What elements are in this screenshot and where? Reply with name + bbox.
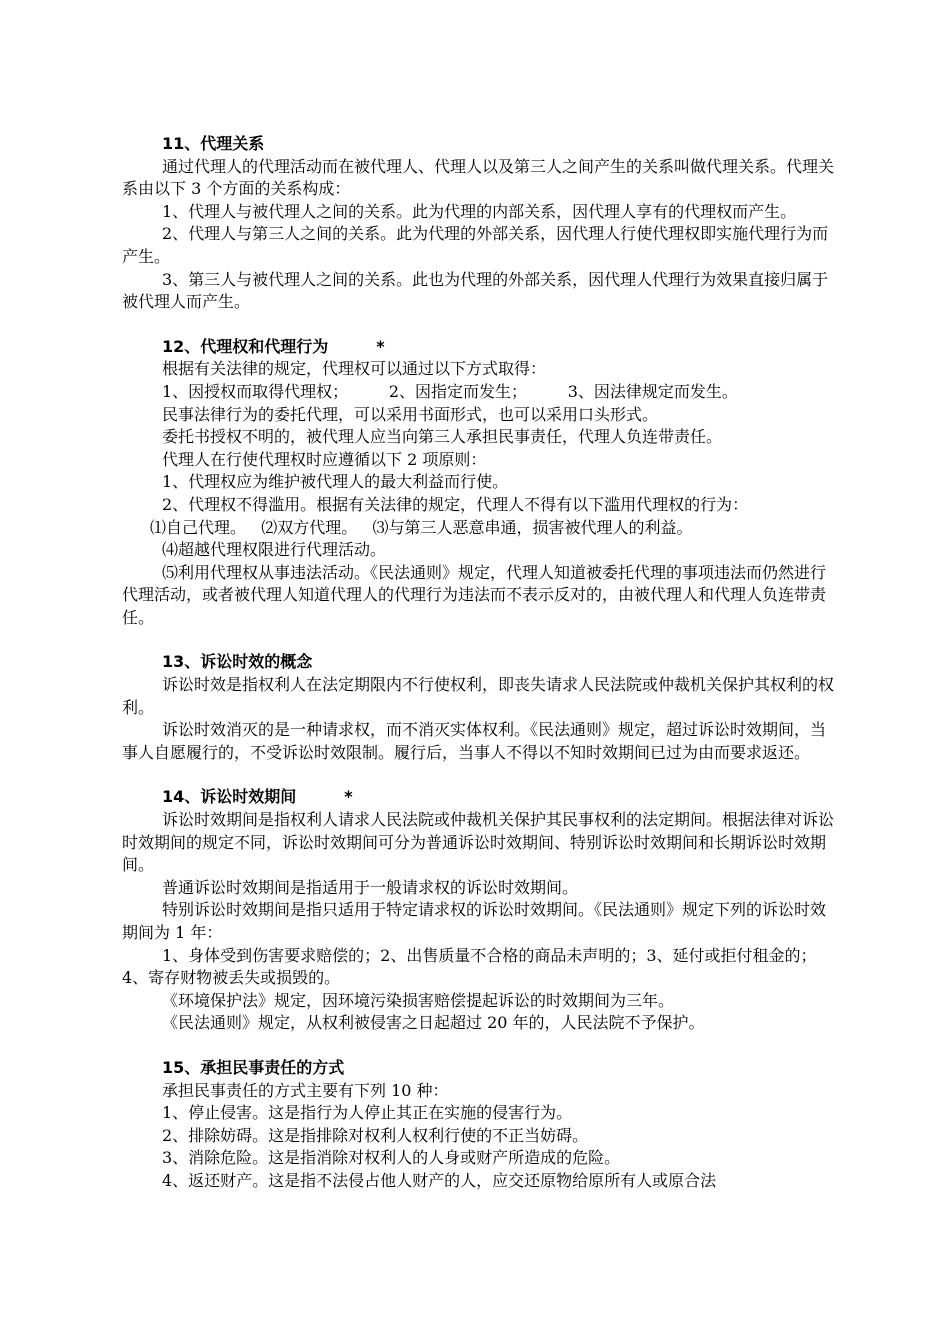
heading-text: 12、代理权和代理行为 [162, 336, 329, 356]
section-heading [122, 336, 834, 359]
paragraph: 委托书授权不明的，被代理人应当向第三人承担民事责任，代理人负连带责任。 [162, 427, 723, 447]
paragraph: ⑴自己代理。 ⑵双方代理。 ⑶与第三人恶意串通，损害被代理人的利益。 [150, 517, 693, 537]
paragraph: 民事法律行为的委托代理，可以采用书面形式，也可以采用口头形式。 [162, 404, 659, 424]
section-heading [122, 133, 834, 156]
section-12 [122, 336, 834, 630]
paragraph: 根据有关法律的规定，代理权可以通过以下方式取得： [162, 359, 547, 379]
paragraph: 诉讼时效期间是指权利人请求人民法院或仲裁机关保护其民事权利的法定期间。根据法律对诉讼时效期间的规定不同，诉讼时效期间可分为普通诉讼时效期间、特别诉讼时效期间和长期诉讼时效期间。 [122, 810, 835, 875]
paragraph: 3、消除危险。这是指消除对权利人的人身或财产所造成的危险。 [162, 1148, 621, 1168]
section-14 [122, 786, 834, 1035]
paragraph: 2、代理人与第三人之间的关系。此为代理的外部关系，因代理人行使代理权即实施代理行为而产生。 [122, 224, 829, 266]
section-13 [122, 651, 834, 764]
paragraph: 1、因授权而取得代理权； 2、因指定而发生； 3、因法律规定而发生。 [162, 381, 738, 401]
paragraph: 通过代理人的代理活动而在被代理人、代理人以及第三人之间产生的关系叫做代理关系。代理关系由以下 3 个方面的关系构成： [122, 156, 835, 199]
paragraph: 诉讼时效是指权利人在法定期限内不行使权利，即丧失请求人民法院或仲裁机关保护其权利的权利。 [122, 675, 835, 717]
important-star: * [376, 336, 385, 356]
section-15 [122, 1057, 834, 1193]
heading-text: 15、承担民事责任的方式 [162, 1057, 345, 1077]
paragraph: ⑸利用代理权从事违法活动。《民法通则》规定，代理人知道被委托代理的事项违法而仍然进行代理活动，或者被代理人知道代理人的代理行为违法而不表示反对的，由被代理人和代理人负连带责任。 [122, 562, 827, 627]
paragraph: 代理人在行使代理权时应遵循以下 2 项原则： [162, 449, 487, 469]
heading-text: 13、诉讼时效的概念 [162, 652, 313, 672]
paragraph: 4、返还财产。这是指不法侵占他人财产的人，应交还原物给原所有人或原合法 [162, 1170, 717, 1190]
paragraph: 1、身体受到伤害要求赔偿的；2、出售质量不合格的商品未声明的；3、延付或拒付租金的；4、寄存财物被丢失或损毁的。 [122, 945, 817, 988]
paragraph: 1、代理权应为维护被代理人的最大利益而行使。 [162, 472, 509, 492]
paragraph: 《民法通则》规定，从权利被侵害之日起超过 20 年的，人民法院不予保护。 [162, 1013, 705, 1033]
paragraph: 1、停止侵害。这是指行为人停止其正在实施的侵害行为。 [162, 1103, 573, 1123]
section-heading [122, 1057, 834, 1080]
paragraph: 承担民事责任的方式主要有下列 10 种： [162, 1080, 449, 1100]
paragraph: 1、代理人与被代理人之间的关系。此为代理的内部关系，因代理人享有的代理权而产生。 [162, 201, 797, 221]
paragraph: 3、第三人与被代理人之间的关系。此也为代理的外部关系，因代理人代理行为效果直接归属于被代理人而产生。 [122, 269, 829, 312]
heading-text: 14、诉讼时效期间 [162, 787, 297, 807]
paragraph: 2、代理权不得滥用。根据有关法律的规定，代理人不得有以下滥用代理权的行为： [162, 494, 749, 514]
paragraph: 《环境保护法》规定，因环境污染损害赔偿提起诉讼的时效期间为三年。 [162, 990, 675, 1010]
paragraph: 诉讼时效消灭的是一种请求权，而不消灭实体权利。《民法通则》规定，超过诉讼时效期间，当事人自愿履行的，不受诉讼时效限制。履行后，当事人不得以不知时效期间已过为由而要求返还。 [122, 720, 827, 762]
section-11 [122, 133, 834, 314]
section-heading [122, 651, 834, 674]
paragraph: ⑷超越代理权限进行代理活动。 [162, 540, 387, 560]
paragraph: 2、排除妨碍。这是指排除对权利人权利行使的不正当妨碍。 [162, 1125, 589, 1145]
heading-text: 11、代理关系 [162, 134, 265, 153]
paragraph: 特别诉讼时效期间是指只适用于特定请求权的诉讼时效期间。《民法通则》规定下列的诉讼时效期间为 1 年： [122, 900, 827, 942]
important-star: * [344, 787, 353, 807]
section-heading [122, 786, 834, 809]
paragraph: 普通诉讼时效期间是指适用于一般请求权的诉讼时效期间。 [162, 877, 579, 897]
document-body [122, 133, 834, 1193]
